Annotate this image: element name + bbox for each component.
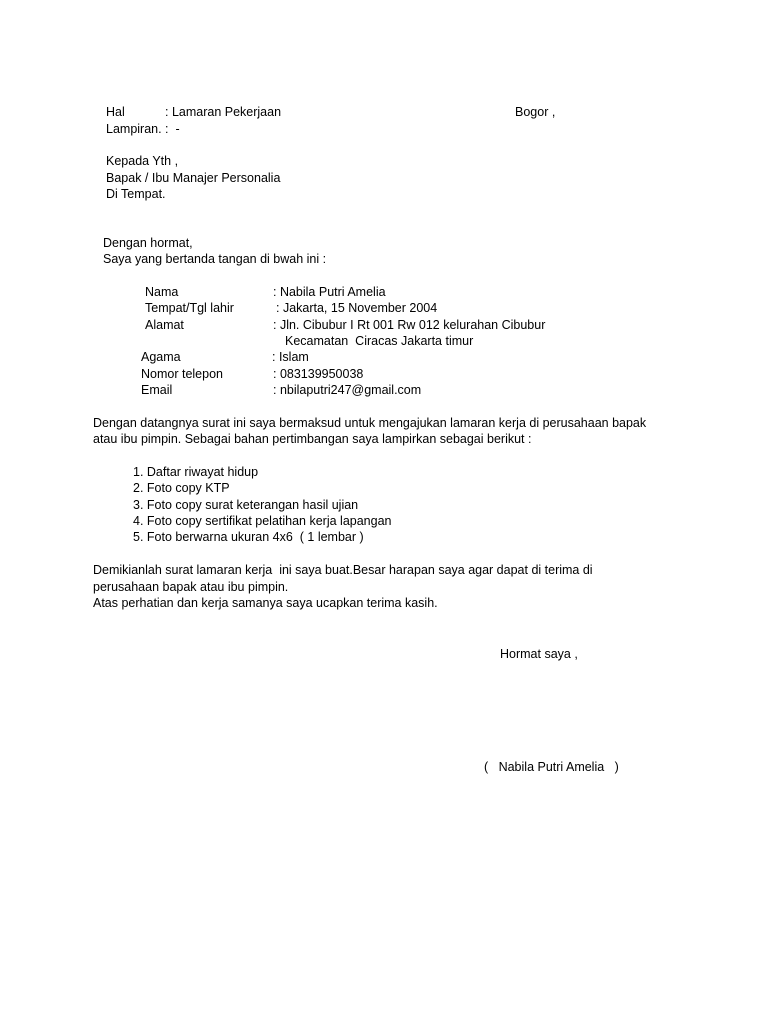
agama-value: : Islam — [272, 350, 309, 364]
lampiran-line: Lampiran. : - — [106, 122, 180, 136]
email-label: Email — [141, 383, 173, 397]
hal-label: Hal — [106, 105, 125, 119]
list-item: 3. Foto copy surat keterangan hasil ujian — [133, 498, 359, 512]
nama-value: : Nabila Putri Amelia — [273, 285, 386, 299]
closing-line-1: Demikianlah surat lamaran kerja ini saya buat.Besar harapan saya agar dapat di terima di — [93, 563, 593, 577]
recipient-line-1: Kepada Yth , — [106, 154, 179, 168]
recipient-line-3: Di Tempat. — [106, 187, 166, 201]
body-para-line-2: atau ibu pimpin. Sebagai bahan pertimbangan saya lampirkan sebagai berikut : — [93, 432, 532, 446]
regards: Hormat saya , — [500, 647, 578, 661]
body-para-line-1: Dengan datangnya surat ini saya bermaksud untuk mengajukan lamaran kerja di perusahaan bapak — [93, 416, 647, 430]
list-item: 2. Foto copy KTP — [133, 481, 230, 495]
alamat-value-2: Kecamatan Ciracas Jakarta timur — [285, 334, 474, 348]
closing-line-2: perusahaan bapak atau ibu pimpin. — [93, 580, 289, 594]
alamat-label: Alamat — [145, 318, 184, 332]
list-item: 4. Foto copy sertifikat pelatihan kerja lapangan — [133, 514, 392, 528]
nama-label: Nama — [145, 285, 179, 299]
place-date: Bogor , — [515, 105, 556, 119]
alamat-value-1: : Jln. Cibubur I Rt 001 Rw 012 kelurahan Cibubur — [273, 318, 546, 332]
telepon-value: : 083139950038 — [273, 367, 364, 381]
ttl-label: Tempat/Tgl lahir — [145, 301, 234, 315]
list-item: 5. Foto berwarna ukuran 4x6 ( 1 lembar ) — [133, 530, 364, 544]
agama-label: Agama — [141, 350, 181, 364]
hal-value: : Lamaran Pekerjaan — [165, 105, 282, 119]
intro-line: Saya yang bertanda tangan di bwah ini : — [103, 252, 327, 266]
email-value: : nbilaputri247@gmail.com — [273, 383, 422, 397]
ttl-value: : Jakarta, 15 November 2004 — [276, 301, 438, 315]
list-item: 1. Daftar riwayat hidup — [133, 465, 259, 479]
closing-line-3: Atas perhatian dan kerja samanya saya ucapkan terima kasih. — [93, 596, 438, 610]
recipient-line-2: Bapak / Ibu Manajer Personalia — [106, 171, 281, 185]
telepon-label: Nomor telepon — [141, 367, 223, 381]
greeting: Dengan hormat, — [103, 236, 193, 250]
signature-name: ( Nabila Putri Amelia ) — [484, 760, 619, 774]
